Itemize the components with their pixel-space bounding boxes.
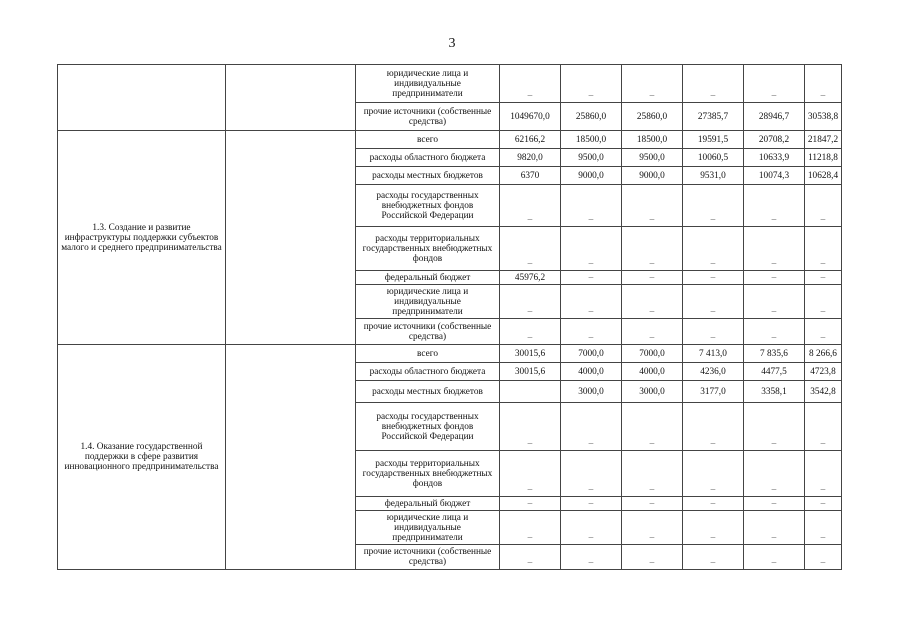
value-cell-6: – (805, 511, 842, 545)
value-cell-6: – (805, 319, 842, 345)
funding-source: прочие источники (собственные средства) (356, 545, 500, 570)
value-cell-4: 4236,0 (683, 363, 744, 381)
value-cell-4: – (683, 185, 744, 227)
value-cell-2: – (561, 227, 622, 271)
value-cell-4: 3177,0 (683, 381, 744, 403)
value-cell-1: 30015,6 (500, 363, 561, 381)
funding-source: расходы областного бюджета (356, 363, 500, 381)
value-cell-4: – (683, 403, 744, 451)
value-cell-1: – (500, 319, 561, 345)
value-cell-5: – (744, 65, 805, 103)
value-cell-1: 1049670,0 (500, 103, 561, 131)
value-cell-4: – (683, 545, 744, 570)
value-cell-6: – (805, 271, 842, 285)
value-cell-4: – (683, 319, 744, 345)
value-cell-1: 30015,6 (500, 345, 561, 363)
value-cell-2: – (561, 511, 622, 545)
value-cell-5: 3358,1 (744, 381, 805, 403)
funding-source: расходы территориальных государственных внебюджетных фондов (356, 451, 500, 497)
value-cell-6: 10628,4 (805, 167, 842, 185)
value-cell-2: – (561, 545, 622, 570)
value-cell-3: 9000,0 (622, 167, 683, 185)
value-cell-1: – (500, 285, 561, 319)
measure-name-cell: 1.3. Создание и развитие инфраструктуры поддержки субъектов малого и среднего предпринимательства (58, 131, 226, 345)
value-cell-6: – (805, 403, 842, 451)
value-cell-2: 25860,0 (561, 103, 622, 131)
value-cell-5: 7 835,6 (744, 345, 805, 363)
value-cell-5: – (744, 403, 805, 451)
funding-source: юридические лица и индивидуальные предприниматели (356, 285, 500, 319)
value-cell-1: – (500, 545, 561, 570)
table-row (58, 131, 842, 149)
funding-source: расходы областного бюджета (356, 149, 500, 167)
executor-cell (226, 131, 356, 345)
value-cell-6: – (805, 285, 842, 319)
value-cell-6: – (805, 65, 842, 103)
value-cell-5: – (744, 185, 805, 227)
value-cell-3: – (622, 227, 683, 271)
value-cell-4: 10060,5 (683, 149, 744, 167)
value-cell-6: – (805, 185, 842, 227)
page-number: 3 (448, 36, 456, 51)
value-cell-3: – (622, 285, 683, 319)
value-cell-5: 20708,2 (744, 131, 805, 149)
value-cell-5: – (744, 227, 805, 271)
funding-source: юридические лица и индивидуальные предприниматели (356, 65, 500, 103)
value-cell-1: – (500, 185, 561, 227)
value-cell-6: 3542,8 (805, 381, 842, 403)
value-cell-4: – (683, 511, 744, 545)
value-cell-2: 9500,0 (561, 149, 622, 167)
funding-source: расходы местных бюджетов (356, 167, 500, 185)
funding-source: расходы местных бюджетов (356, 381, 500, 403)
value-cell-2: – (561, 403, 622, 451)
value-cell-5: 4477,5 (744, 363, 805, 381)
value-cell-6: – (805, 497, 842, 511)
value-cell-1: 45976,2 (500, 271, 561, 285)
value-cell-3: – (622, 185, 683, 227)
table-row (58, 345, 842, 363)
value-cell-3: – (622, 403, 683, 451)
value-cell-5: – (744, 511, 805, 545)
value-cell-5: – (744, 451, 805, 497)
value-cell-2: – (561, 319, 622, 345)
value-cell-1: – (500, 497, 561, 511)
value-cell-2: 7000,0 (561, 345, 622, 363)
value-cell-4: – (683, 65, 744, 103)
value-cell-2: – (561, 271, 622, 285)
measure-name-cell (58, 65, 226, 131)
value-cell-2: 18500,0 (561, 131, 622, 149)
funding-source: расходы государственных внебюджетных фондов Российской Федерации (356, 403, 500, 451)
value-cell-1: 62166,2 (500, 131, 561, 149)
value-cell-6: 8 266,6 (805, 345, 842, 363)
value-cell-4: – (683, 451, 744, 497)
value-cell-2: – (561, 451, 622, 497)
value-cell-6: 30538,8 (805, 103, 842, 131)
value-cell-4: – (683, 227, 744, 271)
value-cell-5: – (744, 271, 805, 285)
value-cell-1: 6370 (500, 167, 561, 185)
value-cell-3: 3000,0 (622, 381, 683, 403)
value-cell-4: 7 413,0 (683, 345, 744, 363)
value-cell-3: – (622, 271, 683, 285)
funding-source: всего (356, 131, 500, 149)
value-cell-6: – (805, 545, 842, 570)
value-cell-1: – (500, 451, 561, 497)
value-cell-4: 9531,0 (683, 167, 744, 185)
value-cell-1 (500, 381, 561, 403)
value-cell-6: 11218,8 (805, 149, 842, 167)
executor-cell (226, 65, 356, 131)
value-cell-2: – (561, 65, 622, 103)
value-cell-3: – (622, 451, 683, 497)
value-cell-2: – (561, 185, 622, 227)
value-cell-3: 25860,0 (622, 103, 683, 131)
value-cell-6: – (805, 227, 842, 271)
value-cell-2: 9000,0 (561, 167, 622, 185)
value-cell-5: 10074,3 (744, 167, 805, 185)
value-cell-5: – (744, 319, 805, 345)
value-cell-2: 4000,0 (561, 363, 622, 381)
value-cell-3: – (622, 511, 683, 545)
value-cell-5: 10633,9 (744, 149, 805, 167)
executor-cell (226, 345, 356, 570)
funding-source: всего (356, 345, 500, 363)
value-cell-1: – (500, 403, 561, 451)
value-cell-1: – (500, 511, 561, 545)
funding-source: федеральный бюджет (356, 271, 500, 285)
value-cell-3: 9500,0 (622, 149, 683, 167)
value-cell-4: – (683, 497, 744, 511)
value-cell-3: – (622, 545, 683, 570)
value-cell-6: 4723,8 (805, 363, 842, 381)
value-cell-4: – (683, 285, 744, 319)
value-cell-4: 19591,5 (683, 131, 744, 149)
funding-source: федеральный бюджет (356, 497, 500, 511)
value-cell-4: 27385,7 (683, 103, 744, 131)
value-cell-6: 21847,2 (805, 131, 842, 149)
funding-source: юридические лица и индивидуальные предприниматели (356, 511, 500, 545)
funding-source: прочие источники (собственные средства) (356, 319, 500, 345)
value-cell-1: – (500, 227, 561, 271)
value-cell-3: 18500,0 (622, 131, 683, 149)
funding-source: прочие источники (собственные средства) (356, 103, 500, 131)
value-cell-5: 28946,7 (744, 103, 805, 131)
value-cell-2: 3000,0 (561, 381, 622, 403)
value-cell-2: – (561, 497, 622, 511)
funding-source: расходы государственных внебюджетных фондов Российской Федерации (356, 185, 500, 227)
value-cell-3: – (622, 65, 683, 103)
value-cell-3: – (622, 319, 683, 345)
value-cell-5: – (744, 285, 805, 319)
value-cell-5: – (744, 497, 805, 511)
value-cell-5: – (744, 545, 805, 570)
funding-table (57, 64, 842, 570)
funding-source: расходы территориальных государственных внебюджетных фондов (356, 227, 500, 271)
measure-name-cell: 1.4. Оказание государственной поддержки в сфере развития инновационного предпринимательства (58, 345, 226, 570)
value-cell-1: 9820,0 (500, 149, 561, 167)
value-cell-6: – (805, 451, 842, 497)
value-cell-4: – (683, 271, 744, 285)
value-cell-2: – (561, 285, 622, 319)
value-cell-3: 7000,0 (622, 345, 683, 363)
value-cell-1: – (500, 65, 561, 103)
table-row (58, 65, 842, 103)
value-cell-3: 4000,0 (622, 363, 683, 381)
value-cell-3: – (622, 497, 683, 511)
